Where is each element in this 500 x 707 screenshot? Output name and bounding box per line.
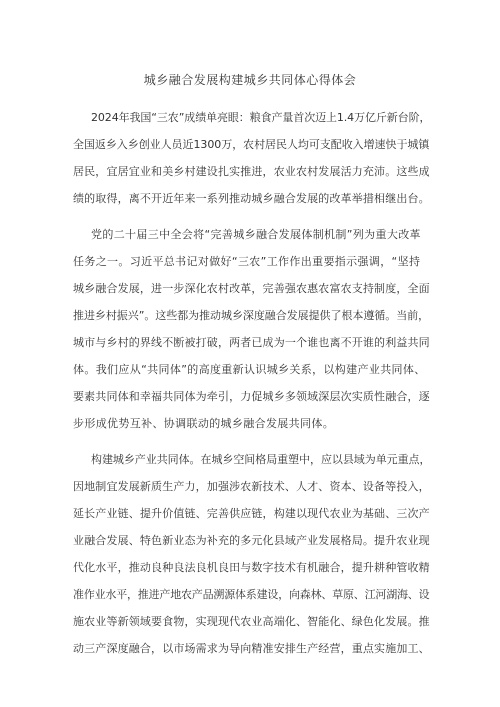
paragraph-2-line-1: 党的二十届三中全会将“完善城乡融合发展体制机制”列为重大改革 (91, 228, 421, 241)
paragraph-2-line-5: 城市与乡村的界线不断被打破，两者已成为一个谁也离不开谁的利益共同 (73, 336, 430, 349)
paragraph-3-line-8: 动三产深度融合，以市场需求为导向精准安排生产经营，重点实施加工、 (73, 642, 430, 655)
paragraph-1-line-2: 全国返乡入乡创业人员近1300万，农村居民人均可支配收入增速快于城镇 (73, 138, 430, 151)
paragraph-3-line-6: 准作业水平，推进产地农产品溯源体系建设，向森林、草原、江河湖海、设 (73, 588, 430, 601)
paragraph-2-line-8: 步形成优势互补、协调联动的城乡融合发展共同体。 (73, 417, 335, 430)
paragraph-2-line-4: 推进乡村振兴”。这些都为推动城乡深度融合发展提供了根本遵循。当前， (73, 309, 430, 322)
paragraph-2-line-6: 体。我们应从“共同体”的高度重新认识城乡关系，以构建产业共同体、 (73, 363, 426, 376)
paragraph-2-line-7: 要素共同体和幸福共同体为牵引，力促城乡多领域深层次实质性融合，逐 (73, 390, 430, 403)
paragraph-1-line-1: 2024年我国“三农”成绩单亮眼：粮食产量首次迈上1.4万亿斤新台阶， (91, 111, 431, 124)
paragraph-3-line-7: 施农业等新领域要食物，实现现代农业高端化、智能化、绿色化发展。推 (73, 615, 430, 628)
paragraph-3-line-1: 构建城乡产业共同体。在城乡空间格局重塑中，应以县域为单元重点， (91, 453, 431, 466)
paragraph-3-line-2: 因地制宜发展新质生产力，加强涉农新技术、人才、资本、设备等投入， (73, 480, 430, 493)
paragraph-3-line-3: 延长产业链、提升价值链、完善供应链，构建以现代农业为基础、三次产 (73, 507, 430, 520)
paragraph-1-line-4: 绩的取得，离不开近年来一系列推动城乡融合发展的改革举措相继出台。 (73, 192, 430, 205)
paragraph-2-line-3: 城乡融合发展，进一步深化农村改革，完善强农惠农富农支持制度，全面 (73, 282, 430, 295)
document-title: 城乡融合发展构建城乡共同体心得体会 (143, 73, 357, 87)
paragraph-2-line-2: 任务之一。习近平总书记对做好“三农”工作作出重要指示强调，“坚持 (73, 255, 421, 268)
paragraph-3-line-5: 代化水平，推动良种良法良机良田与数字技术有机融合，提升耕种管收精 (73, 561, 430, 574)
paragraph-3-line-4: 业融合发展、特色新业态为补充的多元化县域产业发展格局。提升农业现 (73, 534, 430, 547)
paragraph-1-line-3: 居民，宜居宜业和美乡村建设扎实推进，农业农村发展活力充沛。这些成 (73, 165, 430, 178)
